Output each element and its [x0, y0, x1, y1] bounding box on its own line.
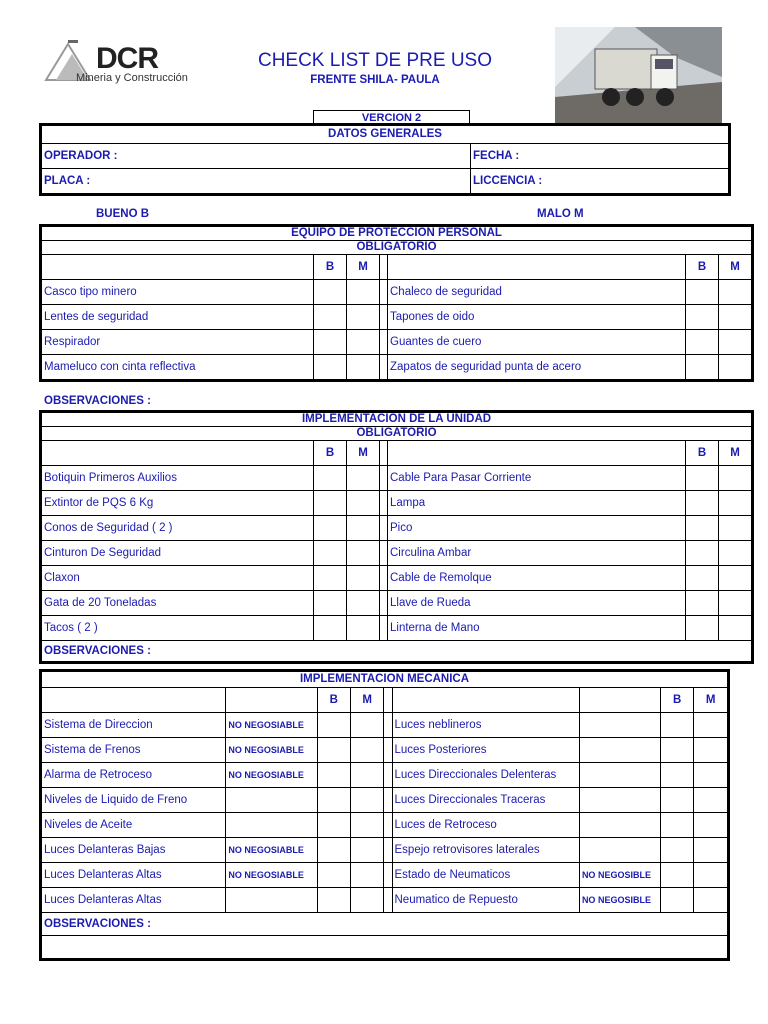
- check-b[interactable]: [314, 541, 347, 566]
- general-data-table: [41, 125, 729, 194]
- item-label: Circulina Ambar: [388, 541, 686, 566]
- check-m[interactable]: [719, 280, 752, 305]
- separator: [380, 491, 388, 516]
- col-m: M: [350, 688, 383, 713]
- col-m: M: [719, 255, 752, 280]
- non-negotiable-tag: NO NEGOSIBLE: [579, 888, 660, 913]
- item-label: Cinturon De Seguridad: [42, 541, 314, 566]
- item-label: Sistema de Frenos: [42, 738, 226, 763]
- check-m[interactable]: [719, 466, 752, 491]
- separator: [380, 330, 388, 355]
- table-row: [42, 541, 752, 566]
- separator: [380, 355, 388, 380]
- check-m[interactable]: [350, 888, 383, 913]
- check-b[interactable]: [317, 713, 350, 738]
- check-m[interactable]: [350, 788, 383, 813]
- item-label: Luces Posteriores: [392, 738, 579, 763]
- blank-cell: [42, 255, 314, 280]
- non-negotiable-tag: [226, 813, 317, 838]
- item-label: Guantes de cuero: [388, 330, 686, 355]
- check-m[interactable]: [719, 516, 752, 541]
- separator: [384, 813, 392, 838]
- item-label: Llave de Rueda: [388, 591, 686, 616]
- separator: [384, 788, 392, 813]
- check-m[interactable]: [347, 466, 380, 491]
- epp-title: EQUIPO DE PROTECCION PERSONAL: [42, 227, 752, 241]
- col-m: M: [719, 441, 752, 466]
- item-label: Luces Delanteras Bajas: [42, 838, 226, 863]
- check-b[interactable]: [314, 616, 347, 641]
- table-row: [42, 863, 728, 888]
- item-label: Cable de Remolque: [388, 566, 686, 591]
- table-row: [42, 838, 728, 863]
- item-label: Respirador: [42, 330, 314, 355]
- non-negotiable-tag: [226, 888, 317, 913]
- observations-line[interactable]: [42, 936, 728, 959]
- table-row: [42, 566, 752, 591]
- check-m[interactable]: [719, 591, 752, 616]
- check-m[interactable]: [719, 616, 752, 641]
- check-m[interactable]: [694, 763, 728, 788]
- separator: [384, 838, 392, 863]
- page-subtitle: FRENTE SHILA- PAULA: [310, 74, 440, 86]
- fecha-field[interactable]: FECHA :: [471, 144, 729, 169]
- non-negotiable-tag: NO NEGOSIABLE: [226, 838, 317, 863]
- check-m[interactable]: [347, 280, 380, 305]
- table-row: [42, 713, 728, 738]
- non-negotiable-tag: NO NEGOSIBLE: [579, 863, 660, 888]
- item-label: Chaleco de seguridad: [388, 280, 686, 305]
- check-m[interactable]: [347, 616, 380, 641]
- blank-cell: [42, 688, 226, 713]
- item-label: Pico: [388, 516, 686, 541]
- check-m[interactable]: [719, 330, 752, 355]
- page-title: CHECK LIST DE PRE USO: [257, 50, 493, 71]
- item-label: Zapatos de seguridad punta de acero: [388, 355, 686, 380]
- item-label: Tacos ( 2 ): [42, 616, 314, 641]
- check-b[interactable]: [660, 713, 693, 738]
- non-negotiable-tag: [226, 788, 317, 813]
- check-b[interactable]: [660, 813, 693, 838]
- check-m[interactable]: [347, 541, 380, 566]
- col-m: M: [347, 255, 380, 280]
- check-m[interactable]: [694, 838, 728, 863]
- item-label: Luces Direccionales Traceras: [392, 788, 579, 813]
- check-b[interactable]: [660, 863, 693, 888]
- check-b[interactable]: [660, 788, 693, 813]
- check-m[interactable]: [350, 838, 383, 863]
- item-label: Lentes de seguridad: [42, 305, 314, 330]
- check-b[interactable]: [314, 355, 347, 380]
- check-b[interactable]: [686, 516, 719, 541]
- separator: [384, 713, 392, 738]
- item-label: Cable Para Pasar Corriente: [388, 466, 686, 491]
- check-m[interactable]: [347, 566, 380, 591]
- separator: [384, 763, 392, 788]
- separator: [380, 305, 388, 330]
- col-b: B: [314, 441, 347, 466]
- blank-cell: [42, 441, 314, 466]
- item-label: Niveles de Liquido de Freno: [42, 788, 226, 813]
- licencia-field[interactable]: LICCENCIA :: [471, 169, 729, 194]
- check-m[interactable]: [347, 591, 380, 616]
- non-negotiable-tag: NO NEGOSIABLE: [226, 713, 317, 738]
- check-b[interactable]: [686, 541, 719, 566]
- check-m[interactable]: [694, 738, 728, 763]
- non-negotiable-tag: [579, 813, 660, 838]
- item-label: Botiquin Primeros Auxilios: [42, 466, 314, 491]
- impl-title: IMPLEMENTACION DE LA UNIDAD: [42, 413, 752, 427]
- item-label: Tapones de oido: [388, 305, 686, 330]
- check-b[interactable]: [686, 491, 719, 516]
- non-negotiable-tag: [579, 713, 660, 738]
- check-b[interactable]: [686, 566, 719, 591]
- check-b[interactable]: [317, 863, 350, 888]
- epp-observations[interactable]: OBSERVACIONES :: [44, 395, 151, 407]
- item-label: Luces Delanteras Altas: [42, 888, 226, 913]
- separator: [384, 688, 392, 713]
- legend-bueno: BUENO B: [96, 208, 150, 220]
- separator: [380, 616, 388, 641]
- check-b[interactable]: [686, 355, 719, 380]
- separator: [380, 441, 388, 466]
- general-title: DATOS GENERALES: [42, 126, 729, 144]
- version-label: VERCION 2: [313, 110, 470, 125]
- non-negotiable-tag: [579, 763, 660, 788]
- check-m[interactable]: [719, 541, 752, 566]
- operador-field[interactable]: OPERADOR :: [42, 144, 471, 169]
- check-m[interactable]: [347, 491, 380, 516]
- blank-cell: [579, 688, 660, 713]
- item-label: Espejo retrovisores laterales: [392, 838, 579, 863]
- col-b: B: [314, 255, 347, 280]
- check-b[interactable]: [314, 280, 347, 305]
- item-label: Extintor de PQS 6 Kg: [42, 491, 314, 516]
- logo-subtitle: Mineria y Construcción: [76, 72, 188, 84]
- check-m[interactable]: [694, 713, 728, 738]
- table-row: [42, 355, 752, 380]
- check-b[interactable]: [314, 466, 347, 491]
- item-label: Casco tipo minero: [42, 280, 314, 305]
- check-b[interactable]: [314, 491, 347, 516]
- col-b: B: [660, 688, 693, 713]
- check-m[interactable]: [350, 813, 383, 838]
- check-b[interactable]: [660, 838, 693, 863]
- non-negotiable-tag: [579, 738, 660, 763]
- check-b[interactable]: [317, 888, 350, 913]
- check-m[interactable]: [350, 713, 383, 738]
- non-negotiable-tag: [579, 838, 660, 863]
- col-m: M: [347, 441, 380, 466]
- table-row: [42, 516, 752, 541]
- item-label: Conos de Seguridad ( 2 ): [42, 516, 314, 541]
- check-m[interactable]: [347, 305, 380, 330]
- separator: [380, 516, 388, 541]
- item-label: Luces de Retroceso: [392, 813, 579, 838]
- table-row: [42, 763, 728, 788]
- table-row: [42, 491, 752, 516]
- separator: [380, 541, 388, 566]
- table-row: [42, 591, 752, 616]
- table-row: [42, 616, 752, 641]
- separator: [380, 591, 388, 616]
- logo-text: DCR: [96, 42, 158, 75]
- non-negotiable-tag: NO NEGOSIABLE: [226, 763, 317, 788]
- check-b[interactable]: [686, 330, 719, 355]
- check-b[interactable]: [314, 330, 347, 355]
- col-b: B: [686, 255, 719, 280]
- non-negotiable-tag: NO NEGOSIABLE: [226, 863, 317, 888]
- check-m[interactable]: [350, 738, 383, 763]
- mec-observations[interactable]: OBSERVACIONES :: [42, 913, 728, 936]
- non-negotiable-tag: NO NEGOSIABLE: [226, 738, 317, 763]
- check-b[interactable]: [686, 591, 719, 616]
- impl-observations[interactable]: OBSERVACIONES :: [42, 641, 752, 662]
- legend-malo: MALO M: [537, 208, 584, 220]
- check-b[interactable]: [314, 516, 347, 541]
- check-b[interactable]: [660, 888, 693, 913]
- table-row: [42, 466, 752, 491]
- table-row: [42, 280, 752, 305]
- check-b[interactable]: [317, 738, 350, 763]
- table-row: [42, 305, 752, 330]
- check-m[interactable]: [347, 355, 380, 380]
- blank-cell: [226, 688, 317, 713]
- separator: [380, 255, 388, 280]
- truck-photo: [555, 27, 722, 124]
- separator: [380, 466, 388, 491]
- check-m[interactable]: [719, 355, 752, 380]
- check-m[interactable]: [350, 763, 383, 788]
- item-label: Linterna de Mano: [388, 616, 686, 641]
- separator: [384, 888, 392, 913]
- epp-table: [41, 226, 752, 380]
- item-label: Gata de 20 Toneladas: [42, 591, 314, 616]
- check-m[interactable]: [694, 863, 728, 888]
- item-label: Luces neblineros: [392, 713, 579, 738]
- separator: [384, 738, 392, 763]
- table-row: [42, 788, 728, 813]
- check-b[interactable]: [314, 566, 347, 591]
- check-m[interactable]: [719, 305, 752, 330]
- check-m[interactable]: [719, 491, 752, 516]
- check-m[interactable]: [719, 566, 752, 591]
- blank-cell: [388, 441, 686, 466]
- item-label: Sistema de Direccion: [42, 713, 226, 738]
- table-row: [42, 738, 728, 763]
- check-b[interactable]: [686, 616, 719, 641]
- item-label: Niveles de Aceite: [42, 813, 226, 838]
- check-m[interactable]: [694, 788, 728, 813]
- check-b[interactable]: [686, 466, 719, 491]
- separator: [380, 566, 388, 591]
- separator: [380, 280, 388, 305]
- check-m[interactable]: [350, 863, 383, 888]
- check-m[interactable]: [694, 888, 728, 913]
- check-m[interactable]: [347, 330, 380, 355]
- check-b[interactable]: [686, 305, 719, 330]
- check-b[interactable]: [317, 838, 350, 863]
- check-b[interactable]: [686, 280, 719, 305]
- item-label: Neumatico de Repuesto: [392, 888, 579, 913]
- non-negotiable-tag: [579, 788, 660, 813]
- item-label: Luces Delanteras Altas: [42, 863, 226, 888]
- epp-subtitle: OBLIGATORIO: [42, 241, 752, 255]
- item-label: Mameluco con cinta reflectiva: [42, 355, 314, 380]
- table-row: [42, 330, 752, 355]
- check-b[interactable]: [314, 591, 347, 616]
- blank-cell: [392, 688, 579, 713]
- separator: [384, 863, 392, 888]
- mechanical-implementation-table: [41, 671, 728, 959]
- table-row: [42, 813, 728, 838]
- item-label: Estado de Neumaticos: [392, 863, 579, 888]
- col-b: B: [317, 688, 350, 713]
- check-m[interactable]: [347, 516, 380, 541]
- check-b[interactable]: [660, 763, 693, 788]
- unit-implementation-table: [41, 412, 752, 662]
- check-m[interactable]: [694, 813, 728, 838]
- impl-subtitle: OBLIGATORIO: [42, 427, 752, 441]
- item-label: Alarma de Retroceso: [42, 763, 226, 788]
- table-row: [42, 888, 728, 913]
- check-b[interactable]: [317, 813, 350, 838]
- check-b[interactable]: [660, 738, 693, 763]
- check-b[interactable]: [314, 305, 347, 330]
- item-label: Lampa: [388, 491, 686, 516]
- item-label: Luces Direccionales Delenteras: [392, 763, 579, 788]
- item-label: Claxon: [42, 566, 314, 591]
- check-b[interactable]: [317, 763, 350, 788]
- col-b: B: [686, 441, 719, 466]
- blank-cell: [388, 255, 686, 280]
- col-m: M: [694, 688, 728, 713]
- placa-field[interactable]: PLACA :: [42, 169, 471, 194]
- mec-title: IMPLEMENTACION MECANICA: [42, 672, 728, 688]
- check-b[interactable]: [317, 788, 350, 813]
